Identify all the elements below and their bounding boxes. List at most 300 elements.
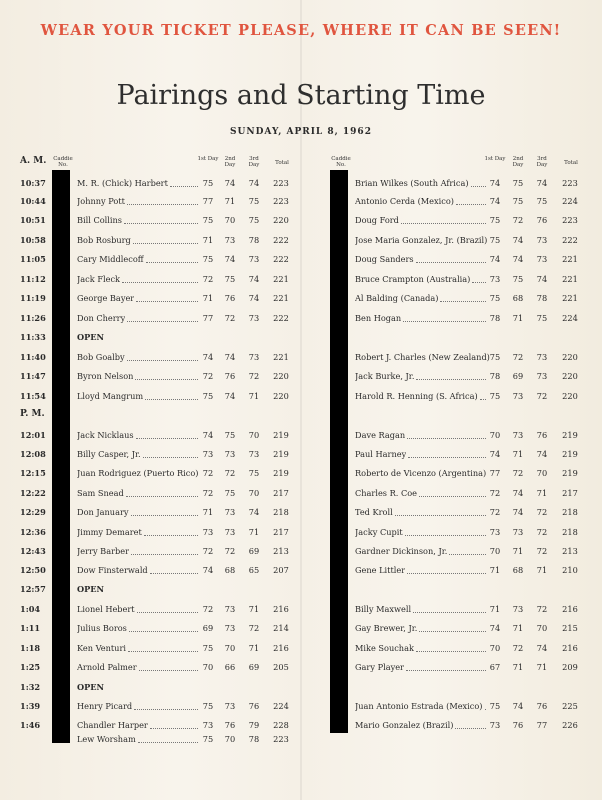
left-player-name: Lloyd Mangrum xyxy=(77,391,144,401)
left-player-name: Bill Collins xyxy=(77,215,122,225)
tee-time: 10:51 xyxy=(20,215,46,225)
left-total-score: 217 xyxy=(273,488,289,498)
right-player-name: Doug Sanders xyxy=(355,254,414,264)
pairing-row xyxy=(0,330,602,344)
right-day2-score: 74 xyxy=(512,701,524,711)
right-day1-score: 73 xyxy=(489,527,501,537)
left-day1-score: 69 xyxy=(202,623,214,633)
pairing-row xyxy=(0,544,602,558)
right-leader-dots xyxy=(403,321,486,322)
right-leader-dots xyxy=(416,651,486,652)
tee-time: 1:18 xyxy=(20,643,41,653)
left-total-score: 222 xyxy=(273,254,289,264)
page-title: Pairings and Starting Time xyxy=(116,80,486,111)
left-leader-dots xyxy=(150,728,198,729)
tee-time: 10:44 xyxy=(20,196,46,206)
left-day3-score: 71 xyxy=(248,604,260,614)
left-day3-score: 72 xyxy=(248,623,260,633)
right-day1-score: 77 xyxy=(489,468,501,478)
left-day2-score: 75 xyxy=(224,430,236,440)
pairing-row xyxy=(0,233,602,247)
left-day3-score: 76 xyxy=(248,701,260,711)
left-total-score: 214 xyxy=(273,623,289,633)
right-leader-dots xyxy=(405,535,486,536)
left-day1-score: 74 xyxy=(202,565,214,575)
left-day1-score: 77 xyxy=(202,313,214,323)
day2-header-right: 2nd Day xyxy=(512,156,524,168)
right-day1-score: 71 xyxy=(489,565,501,575)
right-total-score: 222 xyxy=(562,235,578,245)
right-day1-score: 74 xyxy=(489,623,501,633)
left-day2-score: 72 xyxy=(224,313,236,323)
right-total-score: 220 xyxy=(562,391,578,401)
left-leader-dots xyxy=(127,321,198,322)
right-day2-score: 71 xyxy=(512,662,524,672)
left-day1-score: 72 xyxy=(202,274,214,284)
right-day2-score: 74 xyxy=(512,488,524,498)
right-day1-score: 74 xyxy=(489,196,501,206)
tee-time: 12:57 xyxy=(20,584,46,594)
left-day1-score: 74 xyxy=(202,430,214,440)
tee-time: 1:25 xyxy=(20,662,41,672)
left-day2-score: 74 xyxy=(224,178,236,188)
left-day3-score: 71 xyxy=(248,643,260,653)
left-player-name: Henry Picard xyxy=(77,701,133,711)
left-player-name: OPEN xyxy=(77,332,105,342)
left-total-score: 205 xyxy=(273,662,289,672)
right-total-score: 225 xyxy=(562,701,578,711)
tee-time: 1:46 xyxy=(20,720,41,730)
right-day3-score: 74 xyxy=(536,449,548,459)
left-day3-score: 73 xyxy=(248,313,260,323)
left-leader-dots xyxy=(145,399,198,400)
right-total-score: 221 xyxy=(562,293,578,303)
left-player-name: Ken Venturi xyxy=(77,643,126,653)
right-day3-score: 72 xyxy=(536,546,548,556)
right-day2-score: 72 xyxy=(512,643,524,653)
right-day3-score: 71 xyxy=(536,488,548,498)
right-day3-score: 74 xyxy=(536,178,548,188)
pairing-row xyxy=(0,641,602,655)
pairing-row xyxy=(0,272,602,286)
right-day3-score: 76 xyxy=(536,701,548,711)
right-day2-score: 74 xyxy=(512,254,524,264)
left-player-name: OPEN xyxy=(77,682,105,692)
right-day3-score: 71 xyxy=(536,565,548,575)
left-player-name: Dow Finsterwald xyxy=(77,565,148,575)
left-leader-dots xyxy=(134,709,198,710)
right-player-name: Paul Harney xyxy=(355,449,407,459)
left-day1-score: 71 xyxy=(202,293,214,303)
right-day3-score: 74 xyxy=(536,274,548,284)
right-day1-score: 75 xyxy=(489,352,501,362)
tee-time: 11:47 xyxy=(20,371,46,381)
left-leader-dots xyxy=(129,631,198,632)
left-total-score: 221 xyxy=(273,293,289,303)
left-total-score: 228 xyxy=(273,720,289,730)
left-day3-score: 69 xyxy=(248,662,260,672)
pairing-row xyxy=(0,718,602,732)
tee-time: 11:33 xyxy=(20,332,46,342)
left-day2-score: 73 xyxy=(224,701,236,711)
tee-time: 12:36 xyxy=(20,527,46,537)
tee-time: 10:37 xyxy=(20,178,46,188)
right-leader-dots xyxy=(406,670,486,671)
right-leader-dots xyxy=(416,262,486,263)
left-day1-score: 70 xyxy=(202,662,214,672)
left-player-name: Arnold Palmer xyxy=(77,662,137,672)
left-day1-score: 72 xyxy=(202,488,214,498)
left-leader-dots xyxy=(133,243,198,244)
right-day3-score: 76 xyxy=(536,430,548,440)
left-total-score: 220 xyxy=(273,391,289,401)
tee-time: 12:22 xyxy=(20,488,46,498)
right-day3-score: 71 xyxy=(536,662,548,672)
left-player-name: Bob Goalby xyxy=(77,352,125,362)
right-day1-score: 75 xyxy=(489,293,501,303)
right-player-name: Mike Souchak xyxy=(355,643,414,653)
right-player-name: Billy Maxwell xyxy=(355,604,412,614)
left-leader-dots xyxy=(122,282,198,283)
right-total-score: 216 xyxy=(562,643,578,653)
tee-time: 11:12 xyxy=(20,274,46,284)
right-total-score: 213 xyxy=(562,546,578,556)
right-leader-dots xyxy=(407,573,486,574)
right-day3-score: 72 xyxy=(536,507,548,517)
right-player-name: Gay Brewer, Jr. xyxy=(355,623,418,633)
left-player-name: Don Cherry xyxy=(77,313,126,323)
left-total-score: 224 xyxy=(273,701,289,711)
left-leader-dots xyxy=(126,496,198,497)
left-player-name: Sam Snead xyxy=(77,488,124,498)
left-total-score: 217 xyxy=(273,527,289,537)
tee-time: 1:39 xyxy=(20,701,41,711)
caddie-header-right: Caddie No. xyxy=(331,156,351,168)
right-player-name: Jacky Cupit xyxy=(355,527,403,537)
left-total-score: 222 xyxy=(273,313,289,323)
right-leader-dots xyxy=(408,457,486,458)
right-player-name: Jose Maria Gonzalez, Jr. (Brazil) xyxy=(355,235,488,245)
day1-header-left: 1st Day xyxy=(197,156,219,162)
pairing-row xyxy=(0,369,602,383)
left-player-name: M. R. (Chick) Harbert xyxy=(77,178,168,188)
left-day2-score: 73 xyxy=(224,623,236,633)
left-day1-score: 75 xyxy=(202,178,214,188)
pairing-row xyxy=(0,486,602,500)
left-day2-score: 72 xyxy=(224,468,236,478)
left-day1-score: 73 xyxy=(202,449,214,459)
left-player-name: Johnny Pott xyxy=(77,196,125,206)
left-day3-score: 79 xyxy=(248,720,260,730)
left-total-score: 219 xyxy=(273,449,289,459)
right-leader-dots xyxy=(416,379,486,380)
left-day2-score: 75 xyxy=(224,274,236,284)
left-player-name: Jack Nicklaus xyxy=(77,430,134,440)
left-day1-score: 73 xyxy=(202,720,214,730)
left-day2-score: 73 xyxy=(224,235,236,245)
left-player-name: Billy Casper, Jr. xyxy=(77,449,141,459)
left-day2-score: 74 xyxy=(224,352,236,362)
right-total-score: 223 xyxy=(562,215,578,225)
pairing-row xyxy=(0,466,602,480)
right-total-score: 209 xyxy=(562,662,578,672)
left-day1-score: 72 xyxy=(202,604,214,614)
right-leader-dots xyxy=(419,496,486,497)
day2-header-left: 2nd Day xyxy=(224,156,236,168)
total-header-right: Total xyxy=(564,160,578,166)
right-total-score: 216 xyxy=(562,604,578,614)
right-day1-score: 67 xyxy=(489,662,501,672)
caddie-header-left: Caddie No. xyxy=(53,156,73,168)
right-total-score: 210 xyxy=(562,565,578,575)
left-day2-score: 74 xyxy=(224,254,236,264)
right-day1-score: 73 xyxy=(489,720,501,730)
right-day3-score: 72 xyxy=(536,391,548,401)
left-day2-score: 70 xyxy=(224,734,236,744)
left-player-name: Cary Middlecoff xyxy=(77,254,144,264)
right-player-name: Al Balding (Canada) xyxy=(355,293,439,303)
left-day2-score: 70 xyxy=(224,643,236,653)
left-day3-score: 75 xyxy=(248,196,260,206)
right-day2-score: 73 xyxy=(512,527,524,537)
right-day2-score: 68 xyxy=(512,293,524,303)
tee-time: 12:43 xyxy=(20,546,46,556)
left-player-name: Byron Nelson xyxy=(77,371,134,381)
left-player-name: OPEN xyxy=(77,584,105,594)
left-day1-score: 71 xyxy=(202,507,214,517)
right-day3-score: 77 xyxy=(536,720,548,730)
pm-label: P. M. xyxy=(20,409,45,419)
right-day2-score: 73 xyxy=(512,430,524,440)
left-total-score: 213 xyxy=(273,546,289,556)
left-day2-score: 71 xyxy=(224,196,236,206)
day3-header-left: 3rd Day xyxy=(248,156,260,168)
right-day3-score: 70 xyxy=(536,623,548,633)
left-day1-score: 77 xyxy=(202,196,214,206)
right-player-name: Gene Littler xyxy=(355,565,406,575)
left-leader-dots xyxy=(131,554,198,555)
left-leader-dots xyxy=(137,612,198,613)
left-total-score: 218 xyxy=(273,507,289,517)
right-day3-score: 73 xyxy=(536,235,548,245)
ticket-warning: WEAR YOUR TICKET PLEASE, WHERE IT CAN BE SEEN! xyxy=(40,22,562,39)
right-player-name: Ted Kroll xyxy=(355,507,393,517)
left-player-name: Julius Boros xyxy=(77,623,127,633)
left-total-score: 219 xyxy=(273,468,289,478)
left-day1-score: 72 xyxy=(202,371,214,381)
right-day3-score: 75 xyxy=(536,196,548,206)
left-leader-dots xyxy=(136,301,198,302)
right-day2-score: 69 xyxy=(512,371,524,381)
left-total-score: 223 xyxy=(273,734,289,744)
left-day1-score: 75 xyxy=(202,701,214,711)
left-total-score: 207 xyxy=(273,565,289,575)
right-total-score: 219 xyxy=(562,430,578,440)
right-player-name: Jack Burke, Jr. xyxy=(355,371,415,381)
left-day2-score: 68 xyxy=(224,565,236,575)
left-total-score: 220 xyxy=(273,215,289,225)
right-day3-score: 72 xyxy=(536,527,548,537)
right-total-score: 218 xyxy=(562,507,578,517)
right-player-name: Dave Ragan xyxy=(355,430,406,440)
pairing-row xyxy=(0,389,602,403)
left-player-name: Lew Worsham xyxy=(77,734,136,744)
left-total-score: 221 xyxy=(273,352,289,362)
tee-time: 12:08 xyxy=(20,449,46,459)
left-day1-score: 73 xyxy=(202,527,214,537)
right-day2-score: 75 xyxy=(512,178,524,188)
left-player-name: Jimmy Demaret xyxy=(77,527,142,537)
right-player-name: Gardner Dickinson, Jr. xyxy=(355,546,448,556)
left-player-name: Lionel Hebert xyxy=(77,604,135,614)
left-day2-score: 74 xyxy=(224,391,236,401)
tee-time: 11:26 xyxy=(20,313,46,323)
tee-time: 12:15 xyxy=(20,468,46,478)
left-day1-score: 72 xyxy=(202,546,214,556)
left-player-name: Don January xyxy=(77,507,129,517)
left-day2-score: 76 xyxy=(224,371,236,381)
right-player-name: Juan Antonio Estrada (Mexico) xyxy=(355,701,483,711)
left-leader-dots xyxy=(127,360,198,361)
left-day3-score: 72 xyxy=(248,371,260,381)
left-day1-score: 75 xyxy=(202,254,214,264)
left-day3-score: 70 xyxy=(248,488,260,498)
left-player-name: Jack Fleck xyxy=(77,274,121,284)
right-day2-score: 72 xyxy=(512,468,524,478)
tee-time: 11:54 xyxy=(20,391,46,401)
left-leader-dots xyxy=(127,204,198,205)
right-day1-score: 70 xyxy=(489,430,501,440)
right-day2-score: 73 xyxy=(512,604,524,614)
pairing-row xyxy=(0,680,602,694)
pairing-row xyxy=(0,194,602,208)
right-player-name: Roberto de Vicenzo (Argentina) xyxy=(355,468,487,478)
pairing-row xyxy=(0,563,602,577)
left-day3-score: 73 xyxy=(248,254,260,264)
pairing-row xyxy=(0,350,602,364)
day3-header-right: 3rd Day xyxy=(536,156,548,168)
left-day3-score: 78 xyxy=(248,734,260,744)
right-day3-score: 78 xyxy=(536,293,548,303)
left-day2-score: 73 xyxy=(224,604,236,614)
left-day1-score: 72 xyxy=(202,468,214,478)
tee-time: 11:05 xyxy=(20,254,46,264)
right-day3-score: 73 xyxy=(536,371,548,381)
event-date: SUNDAY, APRIL 8, 1962 xyxy=(230,127,372,137)
right-player-name: Antonio Cerda (Mexico) xyxy=(355,196,454,206)
right-day1-score: 72 xyxy=(489,507,501,517)
right-total-score: 224 xyxy=(562,196,578,206)
right-total-score: 218 xyxy=(562,527,578,537)
right-leader-dots xyxy=(395,515,486,516)
left-day1-score: 75 xyxy=(202,391,214,401)
left-leader-dots xyxy=(144,535,198,536)
left-day2-score: 76 xyxy=(224,293,236,303)
left-day2-score: 70 xyxy=(224,215,236,225)
left-total-score: 223 xyxy=(273,178,289,188)
left-day3-score: 73 xyxy=(248,352,260,362)
left-day2-score: 75 xyxy=(224,488,236,498)
left-total-score: 223 xyxy=(273,196,289,206)
right-day3-score: 73 xyxy=(536,254,548,264)
right-day3-score: 73 xyxy=(536,352,548,362)
pairing-row xyxy=(0,732,602,746)
left-day3-score: 74 xyxy=(248,178,260,188)
right-day2-score: 73 xyxy=(512,391,524,401)
tee-time: 12:50 xyxy=(20,565,46,575)
tee-time: 12:01 xyxy=(20,430,46,440)
left-leader-dots xyxy=(146,262,198,263)
right-day3-score: 76 xyxy=(536,215,548,225)
right-day1-score: 74 xyxy=(489,449,501,459)
left-leader-dots xyxy=(170,186,198,187)
pairing-row xyxy=(0,621,602,635)
right-total-score: 219 xyxy=(562,449,578,459)
tee-time: 10:58 xyxy=(20,235,46,245)
left-day3-score: 75 xyxy=(248,468,260,478)
left-day2-score: 73 xyxy=(224,507,236,517)
right-leader-dots xyxy=(401,223,486,224)
right-day2-score: 75 xyxy=(512,274,524,284)
right-day3-score: 72 xyxy=(536,604,548,614)
pairing-row xyxy=(0,291,602,305)
right-day2-score: 76 xyxy=(512,720,524,730)
pairing-row xyxy=(0,311,602,325)
right-day2-score: 72 xyxy=(512,352,524,362)
right-leader-dots xyxy=(440,301,486,302)
am-label: A. M. xyxy=(20,156,47,166)
right-player-name: Mario Gonzalez (Brazil) xyxy=(355,720,454,730)
right-day3-score: 70 xyxy=(536,468,548,478)
left-day3-score: 78 xyxy=(248,235,260,245)
right-day1-score: 74 xyxy=(489,254,501,264)
tee-time: 1:32 xyxy=(20,682,41,692)
right-player-name: Robert J. Charles (New Zealand) xyxy=(355,352,490,362)
left-leader-dots xyxy=(138,742,198,743)
left-day2-score: 66 xyxy=(224,662,236,672)
left-day3-score: 74 xyxy=(248,293,260,303)
right-day2-score: 74 xyxy=(512,235,524,245)
right-day2-score: 74 xyxy=(512,507,524,517)
left-day2-score: 76 xyxy=(224,720,236,730)
tee-time: 11:19 xyxy=(20,293,46,303)
right-player-name: Harold R. Henning (S. Africa) xyxy=(355,391,478,401)
right-day1-score: 78 xyxy=(489,371,501,381)
left-total-score: 222 xyxy=(273,235,289,245)
tee-time: 12:29 xyxy=(20,507,46,517)
right-player-name: Charles R. Coe xyxy=(355,488,418,498)
right-day2-score: 71 xyxy=(512,623,524,633)
left-day3-score: 65 xyxy=(248,565,260,575)
right-day2-score: 75 xyxy=(512,196,524,206)
left-day3-score: 71 xyxy=(248,527,260,537)
right-total-score: 226 xyxy=(562,720,578,730)
left-total-score: 220 xyxy=(273,371,289,381)
total-header-left: Total xyxy=(275,160,289,166)
right-total-score: 220 xyxy=(562,371,578,381)
right-day2-score: 72 xyxy=(512,215,524,225)
right-leader-dots xyxy=(456,204,486,205)
left-leader-dots xyxy=(124,223,198,224)
right-day1-score: 72 xyxy=(489,488,501,498)
right-player-name: Doug Ford xyxy=(355,215,399,225)
right-total-score: 221 xyxy=(562,254,578,264)
right-day1-score: 71 xyxy=(489,604,501,614)
left-day3-score: 74 xyxy=(248,507,260,517)
pairing-row xyxy=(0,582,602,596)
right-leader-dots xyxy=(455,728,486,729)
pairing-row xyxy=(0,660,602,674)
